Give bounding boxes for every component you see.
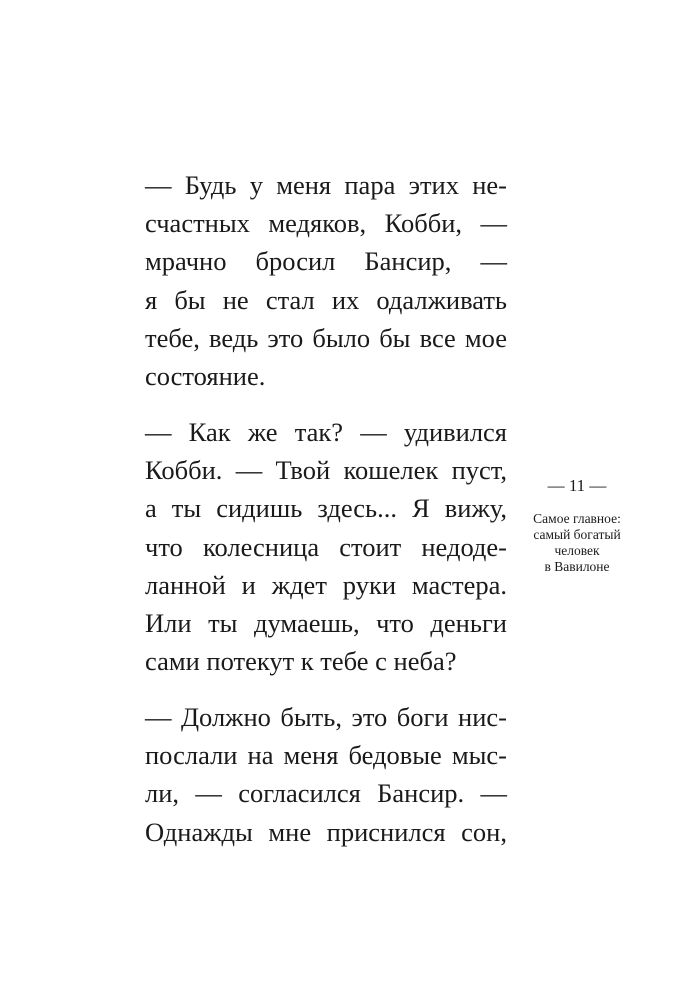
text-line: Или ты думаешь, что деньги bbox=[145, 607, 507, 638]
chapter-title-line: Самое главное: bbox=[533, 511, 621, 526]
text-line: ланной и ждет руки мастера. bbox=[145, 569, 507, 600]
paragraph-1 bbox=[145, 166, 507, 395]
text-line: ли, — согласился Бансир. — bbox=[145, 778, 507, 809]
text-line: Однажды мне приснился сон, bbox=[145, 816, 507, 847]
text-line: — Как же так? — удивился bbox=[145, 417, 507, 447]
text-line: тебе, ведь это было бы все мое bbox=[145, 322, 507, 353]
chapter-title-line: человек bbox=[554, 543, 600, 558]
text-line: что колесница стоит недоде- bbox=[145, 531, 507, 562]
text-line: мрачно бросил Бансир, — bbox=[145, 246, 507, 277]
text-line: — Будь у меня пара этих не- bbox=[145, 170, 507, 200]
text-line: а ты сидишь здесь... Я вижу, bbox=[145, 493, 507, 524]
text-line: счастных медяков, Кобби, — bbox=[145, 208, 507, 239]
chapter-title-line: в Вавилоне bbox=[544, 559, 610, 574]
page-number: — 11 — bbox=[547, 476, 607, 495]
chapter-title-line: самый богатый bbox=[533, 527, 621, 542]
text-line: Кобби. — Твой кошелек пуст, bbox=[145, 455, 507, 486]
text-line: состояние. bbox=[145, 360, 266, 391]
text-line: — Должно быть, это боги нис- bbox=[145, 702, 507, 732]
paragraph-2 bbox=[145, 413, 507, 680]
paragraph-3 bbox=[145, 698, 507, 851]
text-line: послали на меня бедовые мыс- bbox=[145, 740, 507, 771]
text-line: я бы не стал их одалживать bbox=[145, 284, 507, 315]
text-line: сами потекут к тебе с неба? bbox=[145, 646, 457, 677]
chapter-title bbox=[517, 511, 637, 575]
